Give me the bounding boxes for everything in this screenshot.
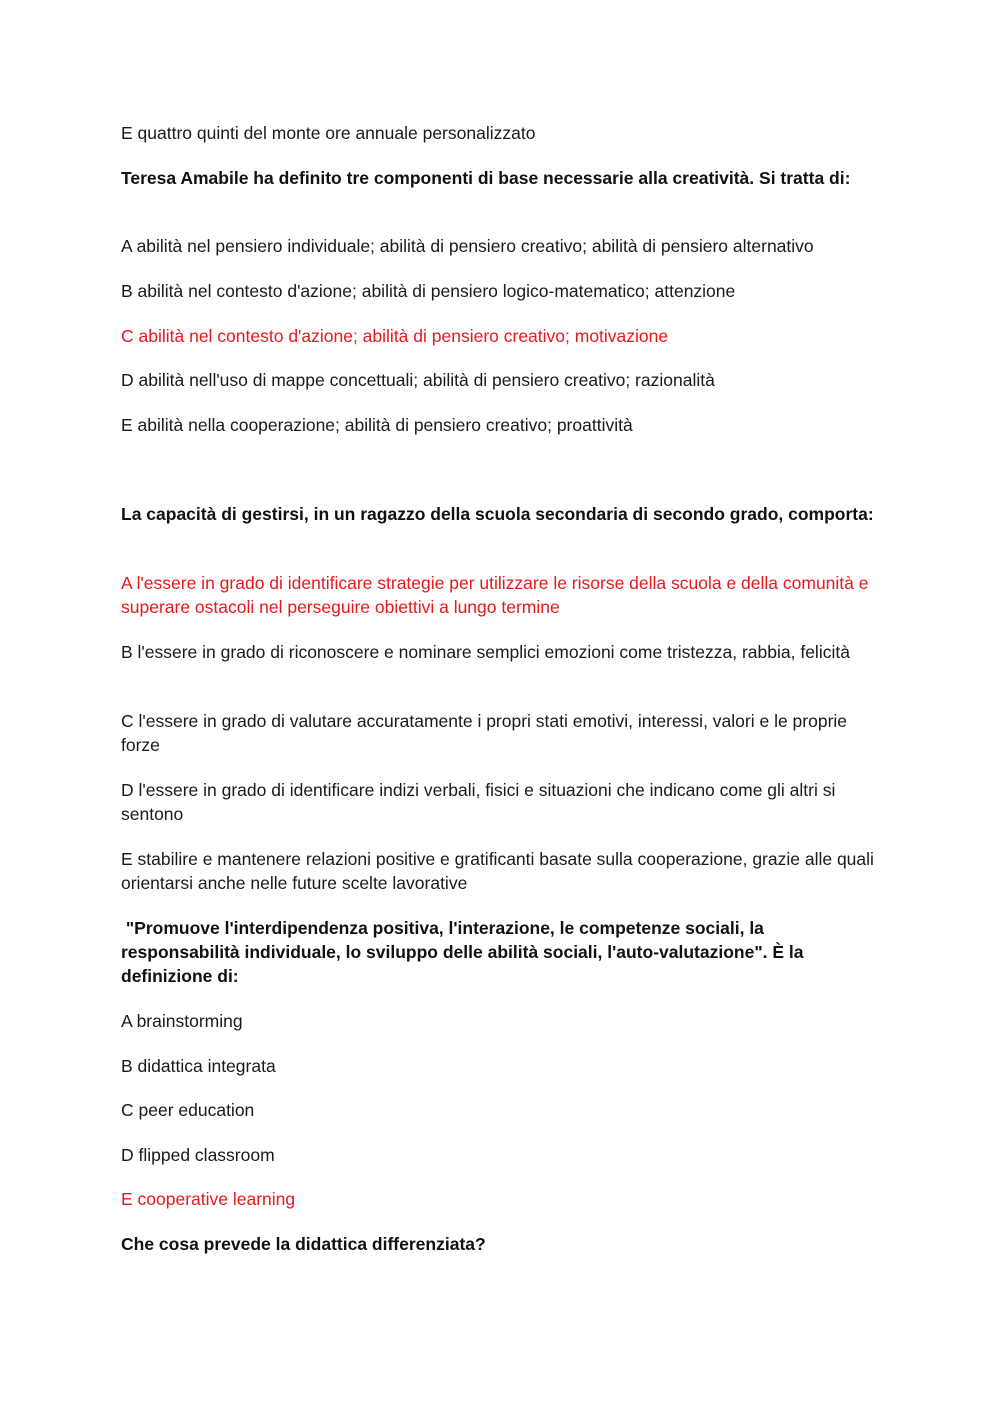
answer-option: D abilità nell'uso di mappe concettuali; abilità di pensiero creativo; razionalità [121,370,715,390]
correct-answer-option: C abilità nel contesto d'azione; abilità di pensiero creativo; motivazione [121,326,669,346]
answer-option: C l'essere in grado di valutare accuratamente i propri stati emotivi, interessi, valori e le proprie forze [121,711,848,755]
answer-option: E quattro quinti del monte ore annuale personalizzato [121,123,536,143]
answer-option: B abilità nel contesto d'azione; abilità di pensiero logico-matematico; attenzione [121,281,736,301]
question-heading: "Promuove l'interdipendenza positiva, l'interazione, le competenze sociali, la responsabilità individuale, lo sviluppo delle abilità sociali, l'auto-valutazione". È la definizione di: [121,918,809,986]
answer-option: C peer education [121,1100,255,1120]
answer-option: E abilità nella cooperazione; abilità di pensiero creativo; proattività [121,415,633,435]
answer-option: D flipped classroom [121,1145,275,1165]
correct-answer-option: A l'essere in grado di identificare strategie per utilizzare le risorse della scuola e della comunità e superare ostacoli nel perseguire obiettivi a lungo termine [121,573,869,617]
answer-option: B l'essere in grado di riconoscere e nominare semplici emozioni come tristezza, rabbia, felicità [121,642,850,662]
correct-answer-option: E cooperative learning [121,1189,296,1209]
answer-option: E stabilire e mantenere relazioni positive e gratificanti basate sulla cooperazione, grazie alle quali orientarsi anche nelle future scelte lavorative [121,849,874,893]
question-heading: La capacità di gestirsi, in un ragazzo della scuola secondaria di secondo grado, comporta: [121,504,874,524]
question-heading: Teresa Amabile ha definito tre componenti di base necessarie alla creatività. Si tratta di: [121,168,851,188]
answer-option: A abilità nel pensiero individuale; abilità di pensiero creativo; abilità di pensiero alternativo [121,236,814,256]
answer-option: B didattica integrata [121,1056,276,1076]
answer-option: D l'essere in grado di identificare indizi verbali, fisici e situazioni che indicano come gli altri si sentono [121,780,836,824]
question-heading: Che cosa prevede la didattica differenziata? [121,1234,486,1254]
answer-option: A brainstorming [121,1011,243,1031]
